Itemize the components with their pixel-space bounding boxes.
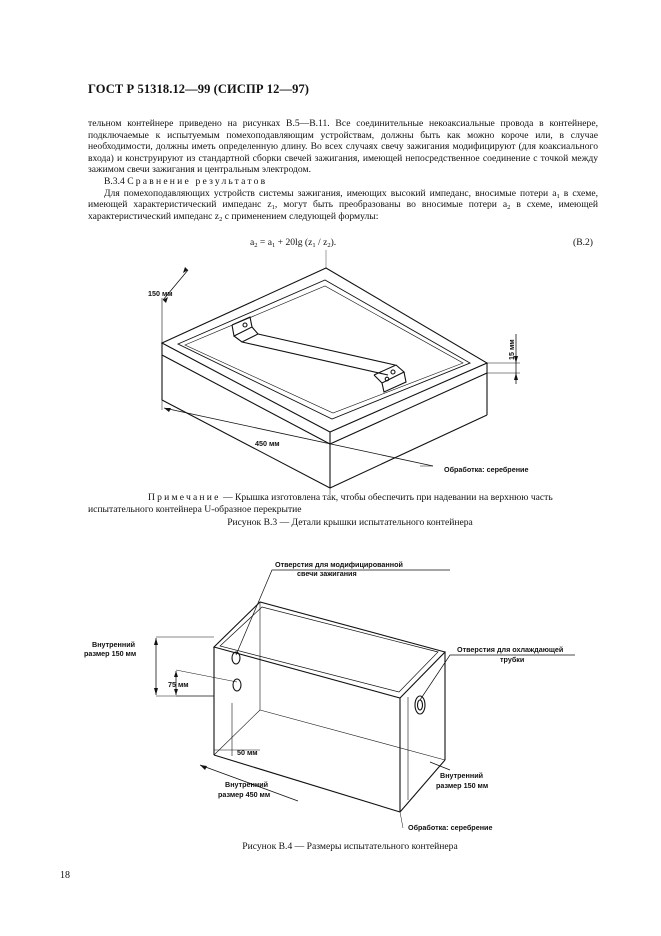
dim-75-label: 75 мм: [168, 680, 189, 689]
finish-label-1: Обработка: серебрение: [444, 465, 529, 474]
inner-size-bottom-line1: Внутренний: [225, 780, 269, 789]
inner-size-right-line2: размер 150 мм: [436, 781, 489, 790]
inner-size-bottom-line2: размер 450 мм: [218, 790, 271, 799]
dim-150-label: 150 мм: [148, 289, 173, 298]
paragraph-impedance: Для помехоподавляющих устройств системы зажигания, имеющих высокий импеданс, вносимые потери $a_1$ в схеме, имеющей характеристический импеданс $z_1$, могут быть преобразованы во вносимые потери $a_2$ в схеме, имеющей характеристический импеданс $z_2$ с применением следующей формулы:: [88, 187, 598, 223]
bracket-right: [374, 365, 404, 383]
dim-line-450: [164, 408, 433, 466]
bracket-left: [232, 317, 252, 336]
figure-note: Примечание — Крышка изготовлена так, чтобы обеспечить при надевании на верхнюю часть испытательного контейнера U-образное перекрытие: [88, 492, 553, 515]
section-title: Сравнение результатов: [127, 175, 268, 187]
lid-inner-rim: [185, 286, 463, 413]
holes-plug-label-line2: свечи зажигания: [297, 569, 357, 578]
dim-15-label: 15 мм: [507, 339, 516, 360]
dim-50-label: 50 мм: [237, 748, 258, 757]
spark-plug-hole-icon: [232, 652, 240, 664]
container-top-outline: [214, 602, 445, 698]
formula: $a_2 = a_1 + 20\lg$ $(z_1 / z_2)$.: [250, 237, 337, 249]
document-header: ГОСТ Р 51318.12—99 (СИСПР 12—97): [88, 82, 310, 96]
inner-size-right-line1: Внутренний: [440, 771, 484, 780]
lid-inner-outline: [178, 280, 470, 419]
figure-b3-caption: Рисунок В.3 — Детали крышки испытательного контейнера: [227, 517, 473, 528]
figure-b4-caption: Рисунок В.4 — Размеры испытательного контейнера: [242, 841, 458, 852]
page-number: 18: [60, 870, 70, 881]
finish-label-2: Обработка: серебрение: [408, 823, 493, 832]
inner-size-left-line2: размер 150 мм: [84, 649, 137, 658]
formula-number: (В.2): [573, 237, 593, 248]
holes-tube-label-line2: трубки: [500, 655, 525, 664]
paragraph-continuation: тельном контейнере приведено на рисунках В.5—В.11. Все соединительные некоаксиальные провода в контейнере, подключаемые к испытуемым помехоподавляющим устройствам, должны быть как можно короче или, в случае необходимости, должны иметь определенную длину. Во всех случаях свечу зажигания модифицируют (для коаксиального входа) и конструируют из стандартной сборки свечей зажигания, имеющей непосредственное соединение с точкой между зажимом свечи зажигания и центральным электродом.: [88, 118, 598, 176]
holes-tube-label-line1: Отверстия для охлаждающей: [457, 645, 564, 654]
section-number: В.3.4: [104, 175, 125, 187]
dim-450-label: 450 мм: [255, 439, 280, 448]
inner-size-left-line1: Внутренний: [92, 640, 136, 649]
cooling-tube-hole-icon: [415, 696, 425, 714]
bracket-hole-icon: [243, 323, 247, 327]
holes-plug-label-line1: Отверстия для модифицированной: [275, 560, 403, 569]
lid-top-outline: [162, 268, 487, 432]
